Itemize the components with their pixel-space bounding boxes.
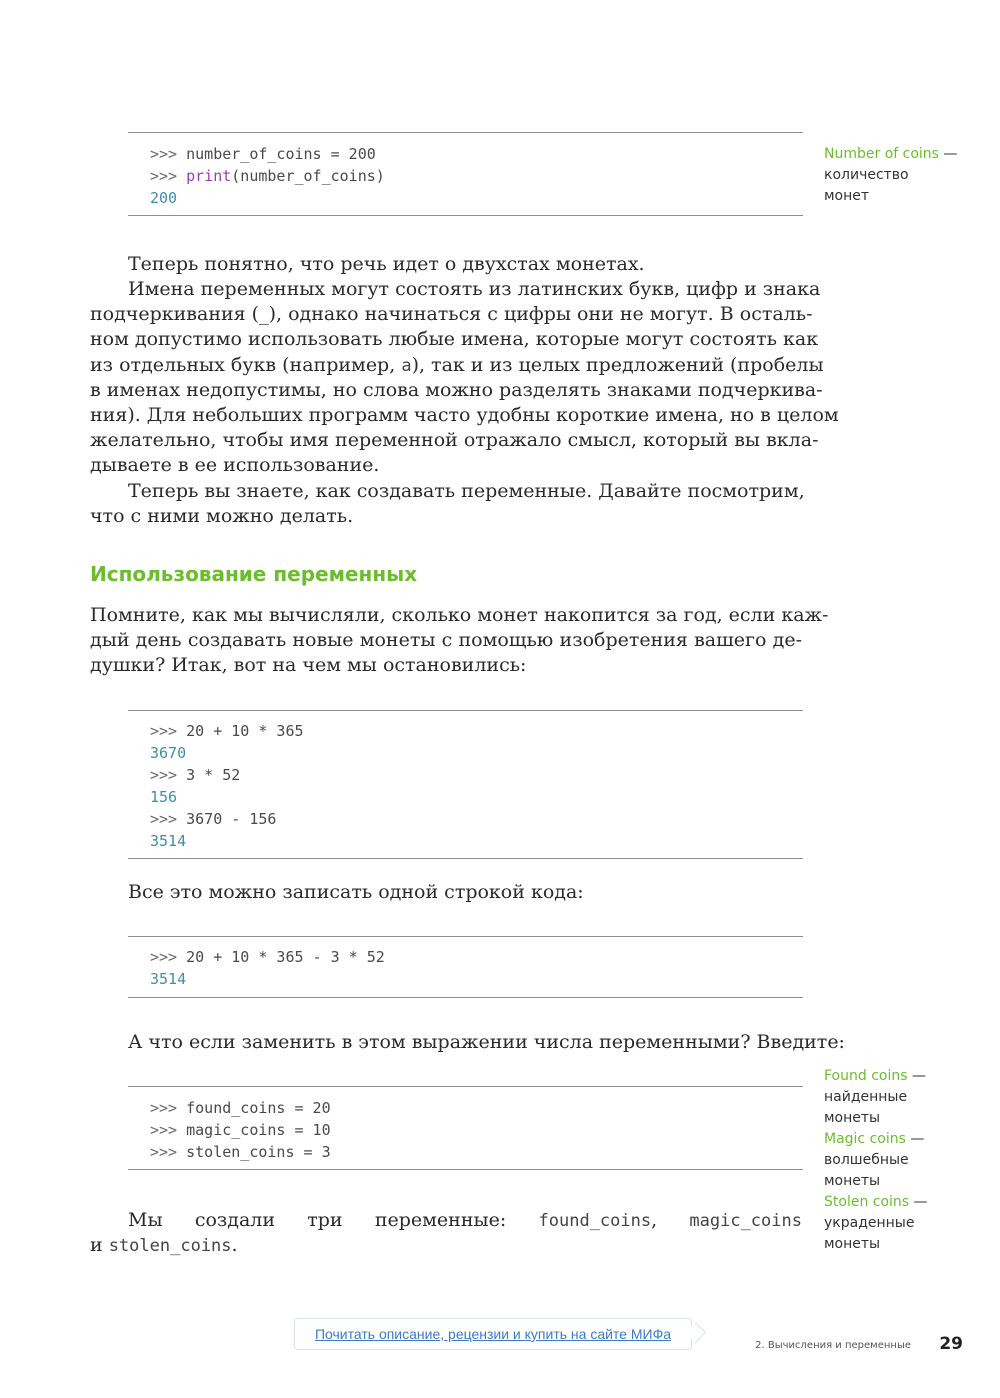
text-line: Мы создали три переменные: found_coins, magic_coins: [128, 1209, 802, 1231]
code-line: [150, 808, 304, 830]
inline-code: magic_coins: [689, 1211, 802, 1231]
code-text: 20 + 10 * 365 - 3 * 52: [186, 948, 385, 966]
inline-code: stolen_coins: [108, 1236, 232, 1257]
code-line: [150, 946, 385, 968]
code-text: print: [186, 167, 232, 185]
code-rule-bottom: [128, 215, 803, 216]
paragraph: [90, 479, 805, 529]
inline-code: found_coins: [538, 1211, 652, 1231]
code-rule-bottom: [128, 997, 803, 998]
paragraph: [90, 1208, 802, 1258]
code-prompt: >>>: [150, 810, 187, 828]
code-rule-top: [128, 710, 803, 711]
code-line: [150, 968, 385, 990]
code-line: [150, 830, 304, 852]
code-line: [150, 786, 304, 808]
code-line: [150, 1097, 331, 1119]
text-line: душки? Итак, вот на чем мы остановились:: [90, 654, 527, 677]
code-block-1: [150, 143, 385, 209]
sidenote-number-of-coins: [824, 144, 974, 207]
code-output: 200: [150, 189, 178, 207]
sidenote-gloss: количество: [824, 167, 909, 183]
paragraph: [90, 603, 829, 679]
sidenote-gloss: найденные: [824, 1089, 908, 1105]
text-line: в именах недопустимы, но слова можно разделять знаками подчеркива-: [90, 378, 823, 401]
sidenote-term: Number of coins —: [824, 146, 958, 162]
sidenote-gloss: украденные: [824, 1215, 915, 1231]
code-line: [150, 764, 304, 786]
text-line: Теперь понятно, что речь идет о двухстах монетах.: [128, 253, 645, 275]
code-rule-top: [128, 132, 803, 133]
code-line: [150, 1141, 331, 1163]
code-prompt: >>>: [150, 1099, 187, 1117]
text-line: ном допустимо использовать любые имена, которые могут состоять как: [90, 328, 819, 351]
code-prompt: >>>: [150, 1121, 187, 1139]
code-rule-top: [128, 1086, 803, 1087]
sidenote-gloss: монеты: [824, 1110, 881, 1126]
code-prompt: >>>: [150, 1143, 187, 1161]
code-text: 3670 - 156: [186, 810, 277, 828]
code-line: [150, 742, 304, 764]
text-line: Все это можно записать одной строкой кода:: [128, 881, 584, 903]
text-line: Помните, как мы вычисляли, сколько монет накопится за год, если каж-: [90, 604, 829, 626]
text-line: подчеркивания (_), однако начинаться с цифры они не могут. В осталь-: [90, 303, 813, 326]
code-rule-top: [128, 936, 803, 937]
text-line: А что если заменить в этом выражении числа переменными? Введите:: [128, 1031, 845, 1053]
text-line: ния). Для небольших программ часто удобны короткие имена, но в целом: [90, 403, 839, 426]
code-prompt: >>>: [150, 167, 187, 185]
sidenote-term: Found coins —: [824, 1068, 926, 1084]
paragraph: [90, 1030, 845, 1055]
code-rule-bottom: [128, 858, 803, 859]
text-line: дый день создавать новые монеты с помощью изобретения вашего де-: [90, 629, 802, 652]
code-text: magic_coins = 10: [186, 1121, 331, 1139]
code-text: (number_of_coins): [231, 167, 385, 185]
code-output: 156: [150, 788, 178, 806]
code-block-3: [150, 946, 385, 990]
text-line: Теперь вы знаете, как создавать переменные. Давайте посмотрим,: [128, 480, 805, 502]
code-block-2: [150, 720, 304, 852]
code-output: 3670: [150, 744, 187, 762]
code-text: found_coins = 20: [186, 1099, 331, 1117]
buy-link[interactable]: Почитать описание, рецензии и купить на сайте МИФа: [294, 1318, 692, 1350]
sidenote-coins-glossary: [824, 1066, 974, 1255]
text-line: желательно, чтобы имя переменной отражало смысл, который вы вкла-: [90, 429, 819, 452]
paragraph: [90, 277, 839, 479]
text-line: дываете в ее использование.: [90, 454, 380, 477]
inline-code: a: [401, 355, 412, 376]
code-text: 20 + 10 * 365: [186, 722, 304, 740]
code-output: 3514: [150, 970, 187, 988]
code-line: [150, 187, 385, 209]
code-output: 3514: [150, 832, 187, 850]
code-line: [150, 143, 385, 165]
paragraph: [90, 880, 802, 905]
code-rule-bottom: [128, 1169, 803, 1170]
code-line: [150, 720, 304, 742]
code-block-4: [150, 1097, 331, 1163]
paragraph: [90, 252, 802, 277]
text-line: из отдельных букв (например, a), так и из целых предложений (пробелы: [90, 353, 824, 376]
code-prompt: >>>: [150, 948, 187, 966]
code-text: stolen_coins = 3: [186, 1143, 331, 1161]
code-prompt: >>>: [150, 722, 187, 740]
code-line: [150, 165, 385, 187]
code-line: [150, 1119, 331, 1141]
code-prompt: >>>: [150, 145, 187, 163]
sidenote-gloss: монеты: [824, 1173, 881, 1189]
section-heading: Использование переменных: [90, 562, 418, 586]
code-prompt: >>>: [150, 766, 187, 784]
sidenote-gloss: монет: [824, 188, 870, 204]
sidenote-term: Magic coins —: [824, 1131, 925, 1147]
code-text: number_of_coins = 200: [186, 145, 376, 163]
text-line: что с ними можно делать.: [90, 505, 354, 528]
running-footer-section: 2. Вычисления и переменные: [755, 1340, 911, 1351]
text-line: Имена переменных могут состоять из латинских букв, цифр и знака: [128, 278, 821, 300]
sidenote-term: Stolen coins —: [824, 1194, 928, 1210]
page-number: 29: [939, 1334, 963, 1354]
code-text: 3 * 52: [186, 766, 241, 784]
sidenote-gloss: волшебные: [824, 1152, 909, 1168]
text-line: и stolen_coins.: [90, 1234, 238, 1257]
sidenote-gloss: монеты: [824, 1236, 881, 1252]
